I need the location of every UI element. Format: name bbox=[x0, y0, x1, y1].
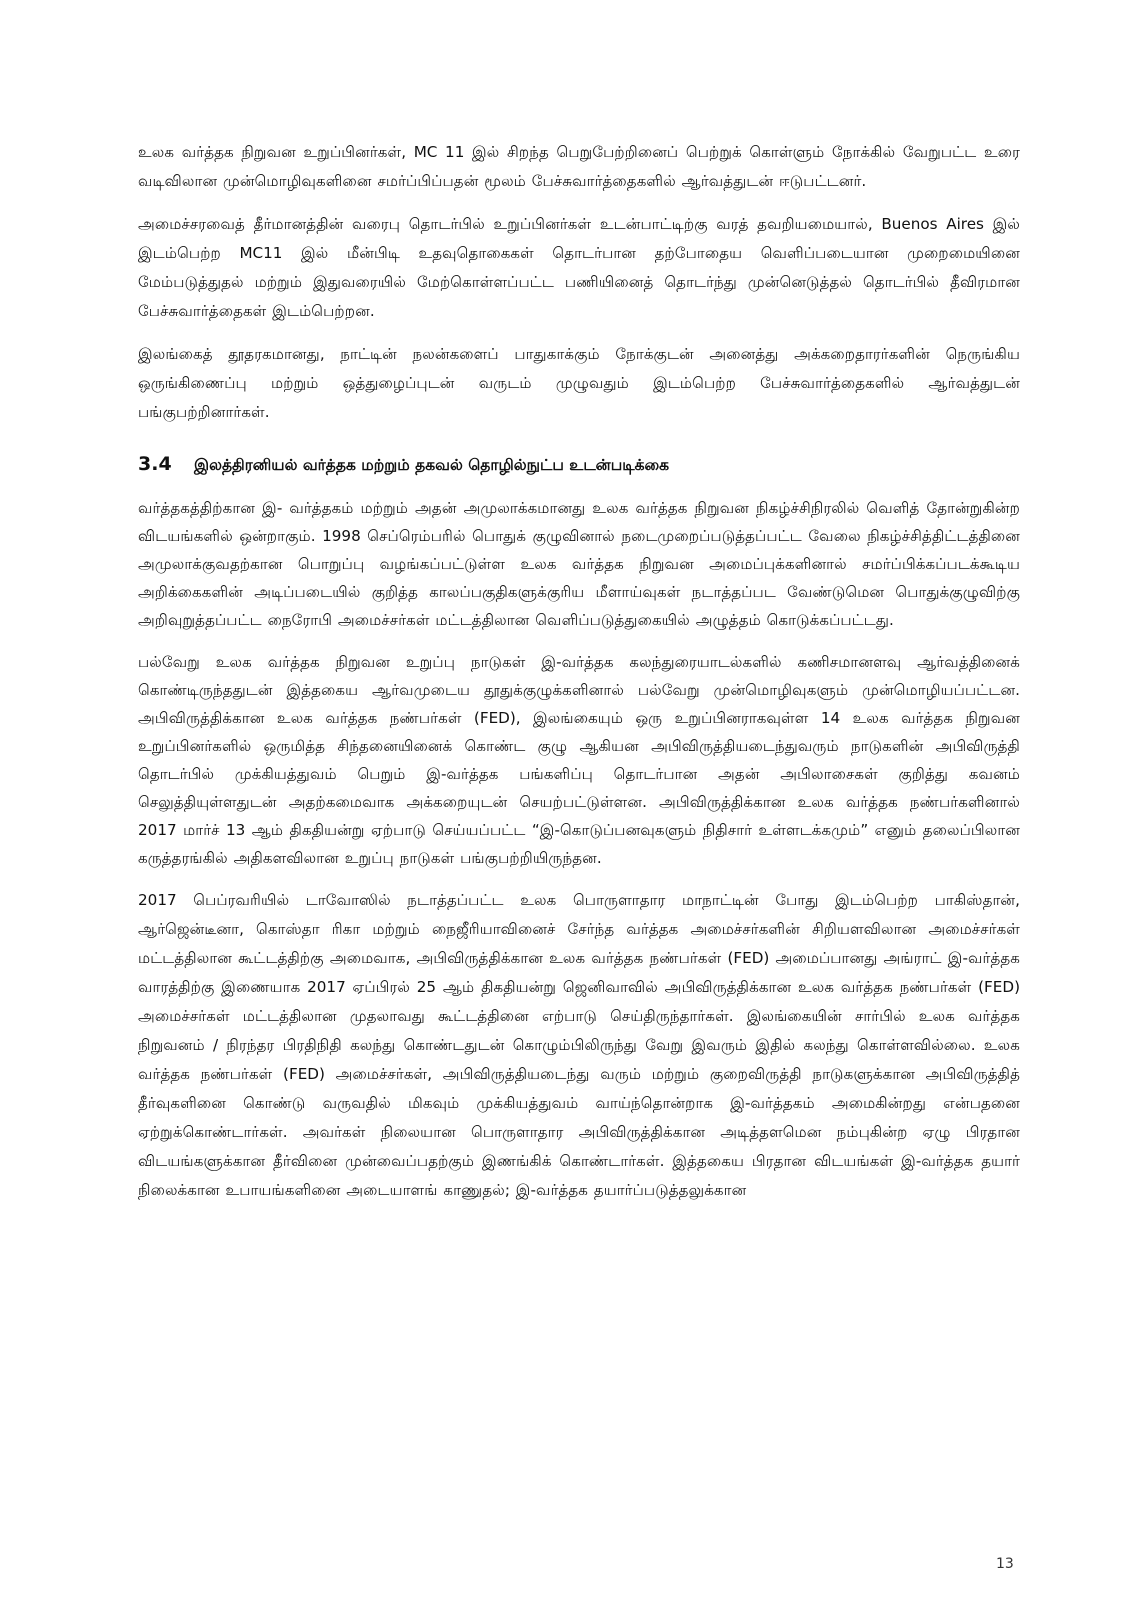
paragraph-fed-ministerial-meeting: 2017 பெப்ரவரியில் டாவோஸில் நடாத்தப்பட்ட உலக பொருளாதார மாநாட்டின் போது இடம்பெற்ற பாகிஸ்தான், ஆர்ஜென்டீனா, கொஸ்தா ரிகா மற்றும் நைஜீரியாவினைச் சேர்ந்த வர்த்தக அமைச்சர்களின் சிறியளவிலான அமைச்சர்கள் மட்டத்திலான கூட்டத்திற்கு அமைவாக, அபிவிருத்திக்கான உலக வர்த்தக நண்பர்கள் (FED) அமைப்பானது அங்ராட் இ-வர்த்தக வாரத்திற்கு இணையாக 2017 ஏப்பிரல் 25 ஆம் திகதியன்று ஜெனிவாவில் அபிவிருத்திக்கான உலக வர்த்தக நண்பர்கள் (FED) அமைச்சர்கள் மட்டத்திலான முதலாவது கூட்டத்தினை எற்பாடு செய்திருந்தார்கள். இலங்கையின் சார்பில் உலக வர்த்தக நிறுவனம் / நிரந்தர பிரதிநிதி கலந்து கொண்டதுடன் கொழும்பிலிருந்து வேறு இவரும் இதில் கலந்து கொள்ளவில்லை. உலக வர்த்தக நண்பர்கள் (FED) அமைச்சர்கள், அபிவிருத்தியடைந்து வரும் மற்றும் குறைவிருத்தி நாடுகளுக்கான அபிவிருத்தித் தீர்வுகளினை கொண்டு வருவதில் மிகவும் முக்கியத்துவம் வாய்ந்தொன்றாக இ-வர்த்தகம் அமைகின்றது என்பதனை ஏற்றுக்கொண்டார்கள். அவர்கள் நிலையான பொருளாதார அபிவிருத்திக்கான அடித்தளமென நம்புகின்ற ஏழு பிரதான விடயங்களுக்கான தீர்வினை முன்வைப்பதற்கும் இணங்கிக் கொண்டார்கள். இத்தகைய பிரதான விடயங்கள் இ-வர்த்தக தயார் நிலைக்கான உபாயங்களினை அடையாளங் காணுதல்; இ-வர்த்தக தயார்ப்படுத்தலுக்கான bbox=[138, 891, 1020, 1199]
section-title: இலத்திரனியல் வர்த்தக மற்றும் தகவல் தொழில்நுட்ப உடன்படிக்கை bbox=[194, 456, 670, 474]
section-heading bbox=[138, 453, 1020, 476]
paragraph-ecommerce-agenda: வர்த்தகத்திற்கான இ- வர்த்தகம் மற்றும் அதன் அமுலாக்கமானது உலக வர்த்தக நிறுவன நிகழ்ச்சிநிரலில் வெளித் தோன்றுகின்ற விடயங்களில் ஒன்றாகும். 1998 செப்ரெம்பரில் பொதுக் குழுவினால் நடைமுறைப்படுத்தப்பட்ட வேலை நிகழ்ச்சித்திட்டத்தினை அமுலாக்குவதற்கான பொறுப்பு வழங்கப்பட்டுள்ள உலக வர்த்தக நிறுவன அமைப்புக்களினால் சமர்ப்பிக்கப்படக்கூடிய அறிக்கைகளின் அடிப்படையில் குறித்த காலப்பகுதிகளுக்குரிய மீளாய்வுகள் நடாத்தப்பட வேண்டுமென பொதுக்குழுவிற்கு அறிவுறுத்தப்பட்ட நைரோபி அமைச்சர்கள் மட்டத்திலான வெளிப்படுத்துகையில் அழுத்தம் கொடுக்கப்பட்டது. bbox=[138, 499, 1020, 629]
page-number: 13 bbox=[996, 1556, 1014, 1572]
paragraph-friends-of-ecommerce: பல்வேறு உலக வர்த்தக நிறுவன உறுப்பு நாடுகள் இ-வர்த்தக கலந்துரையாடல்களில் கணிசமானளவு ஆர்வத்தினைக் கொண்டிருந்ததுடன் இத்தகைய ஆர்வமுடைய தூதுக்குழுக்களினால் பல்வேறு முன்மொழிவுகளும் முன்மொழியப்பட்டன. அபிவிருத்திக்கான உலக வர்த்தக நண்பர்கள் (FED), இலங்கையும் ஒரு உறுப்பினராகவுள்ள 14 உலக வர்த்தக நிறுவன உறுப்பினர்களில் ஒருமித்த சிந்தனையினைக் கொண்ட குழு ஆகியன அபிவிருத்தியடைந்துவரும் நாடுகளின் அபிவிருத்தி தொடர்பில் முக்கியத்துவம் பெறும் இ-வர்த்தக பங்களிப்பு தொடர்பான அதன் அபிலாசைகள் குறித்து கவனம் செலுத்தியுள்ளதுடன் அதற்கமைவாக அக்கறையுடன் செயற்பட்டுள்ளன. அபிவிருத்திக்கான உலக வர்த்தக நண்பர்களினால் 2017 மார்ச் 13 ஆம் திகதியன்று ஏற்பாடு செய்யப்பட்ட “இ-கொடுப்பனவுகளும் நிதிசார் உள்ளடக்கமும்” எனும் தலைப்பிலான கருத்தரங்கில் அதிகளவிலான உறுப்பு நாடுகள் பங்குபற்றியிருந்தன. bbox=[138, 653, 1020, 867]
section-number: 3.4 bbox=[138, 453, 172, 475]
page-content bbox=[138, 138, 1020, 1219]
paragraph-sri-lanka-mission: இலங்கைத் தூதரகமானது, நாட்டின் நலன்களைப் பாதுகாக்கும் நோக்குடன் அனைத்து அக்கறைதாரர்களின் நெருங்கிய ஒருங்கிணைப்பு மற்றும் ஒத்துழைப்புடன் வருடம் முழுவதும் இடம்பெற்ற பேச்சுவார்த்தைகளில் ஆர்வத்துடன் பங்குபற்றினார்கள். bbox=[138, 345, 1020, 421]
paragraph-wto-members-mc11: உலக வர்த்தக நிறுவன உறுப்பினர்கள், MC 11 இல் சிறந்த பெறுபேற்றினைப் பெற்றுக் கொள்ளும் நோக்கில் வேறுபட்ட உரை வடிவிலான முன்மொழிவுகளினை சமர்ப்பிப்பதன் மூலம் பேச்சுவார்த்தைகளில் ஆர்வத்துடன் ஈடுபட்டனர். bbox=[138, 143, 1020, 190]
paragraph-fisheries-subsidies: அமைச்சரவைத் தீர்மானத்தின் வரைபு தொடர்பில் உறுப்பினர்கள் உடன்பாட்டிற்கு வரத் தவறியமையால், Buenos Aires இல் இடம்பெற்ற MC11 இல் மீன்பிடி உதவுதொகைகள் தொடர்பான தற்போதைய வெளிப்படையான முறைமையினை மேம்படுத்துதல் மற்றும் இதுவரையில் மேற்கொள்ளப்பட்ட பணியினைத் தொடர்ந்து முன்னெடுத்தல் தொடர்பில் தீவிரமான பேச்சுவார்த்தைகள் இடம்பெற்றன. bbox=[138, 215, 1020, 320]
